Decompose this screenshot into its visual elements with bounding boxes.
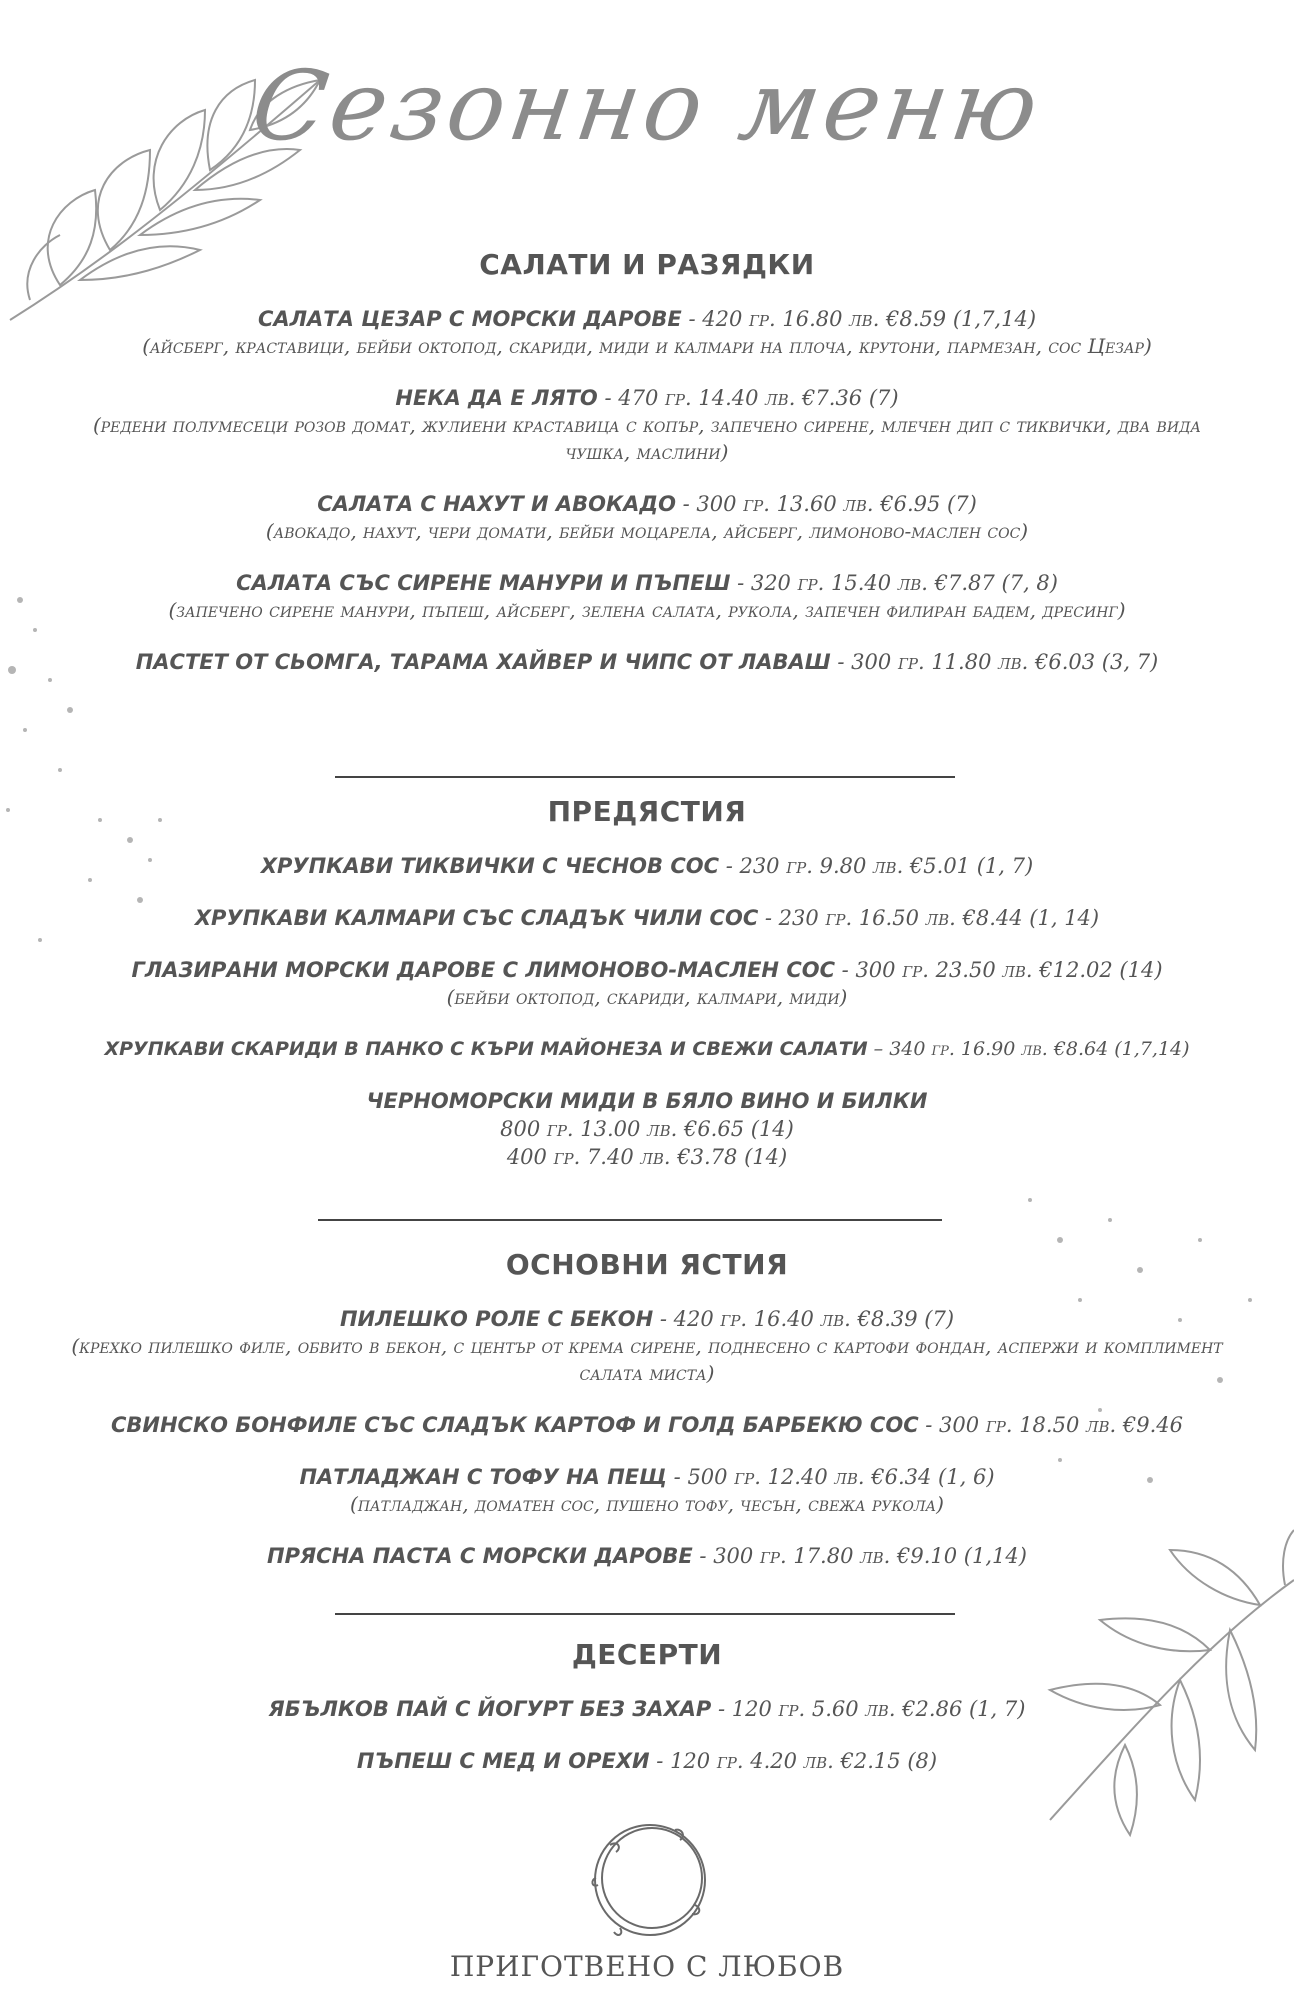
menu-item (40, 852, 1254, 880)
menu-item (40, 569, 1254, 624)
item-name: САЛАТА СЪС СИРЕНЕ МАНУРИ И ПЪПЕШ (236, 571, 731, 595)
item-variant: 800 гр. 13.00 лв. €6.65 (14) (500, 1117, 794, 1141)
menu-item (40, 1411, 1254, 1439)
item-meta: - 320 гр. 15.40 лв. €7.87 (7, 8) (730, 571, 1058, 595)
item-meta: - 120 гр. 4.20 лв. €2.15 (8) (649, 1749, 938, 1773)
item-meta: - 420 гр. 16.40 лв. €8.39 (7) (653, 1307, 955, 1331)
page-title: Сезонно меню (245, 50, 1049, 162)
menu-item (40, 904, 1254, 932)
menu-item (40, 1695, 1254, 1723)
item-meta: - 230 гр. 9.80 лв. €5.01 (1, 7) (719, 854, 1034, 878)
menu-item (40, 648, 1254, 676)
item-meta: - 120 гр. 5.60 лв. €2.86 (1, 7) (711, 1697, 1026, 1721)
menu-item (40, 305, 1254, 360)
menu-item (40, 1305, 1254, 1387)
item-name: ПРЯСНА ПАСТА С МОРСКИ ДАРОВЕ (267, 1544, 693, 1568)
item-description: (патладжан, доматен сос, пушено тофу, чесън, свежа рукола) (350, 1492, 944, 1516)
menu-item (40, 956, 1254, 1011)
item-description: (авокадо, нахут, чери домати, бейби моцарела, айсберг, лимоново-маслен сос) (265, 519, 1029, 543)
section-mains (40, 1248, 1254, 1570)
item-meta: - 300 гр. 17.80 лв. €9.10 (1,14) (692, 1544, 1027, 1568)
item-name: ЧЕРНОМОРСКИ МИДИ В БЯЛО ВИНО И БИЛКИ (366, 1089, 928, 1113)
item-name: ПАТЛАДЖАН С ТОФУ НА ПЕЩ (299, 1465, 667, 1489)
item-name: ЯБЪЛКОВ ПАЙ С ЙОГУРТ БЕЗ ЗАХАР (268, 1697, 712, 1721)
menu-item (40, 1747, 1254, 1775)
item-name: СВИНСКО БОНФИЛЕ СЪС СЛАДЪК КАРТОФ И ГОЛД БАРБЕКЮ СОС (110, 1413, 919, 1437)
section-title: САЛАТИ И РАЗЯДКИ (479, 248, 815, 281)
item-name: ПЪПЕШ С МЕД И ОРЕХИ (356, 1749, 650, 1773)
item-meta: - 300 гр. 23.50 лв. €12.02 (14) (835, 958, 1163, 982)
item-meta: - 230 гр. 16.50 лв. €8.44 (1, 14) (758, 906, 1100, 930)
item-name: ГЛАЗИРАНИ МОРСКИ ДАРОВЕ С ЛИМОНОВО-МАСЛЕН СОС (131, 958, 835, 982)
item-name: ХРУПКАВИ КАЛМАРИ СЪС СЛАДЪК ЧИЛИ СОС (194, 906, 759, 930)
menu-item (40, 384, 1254, 466)
item-meta: - 470 гр. 14.40 лв. €7.36 (7) (597, 386, 899, 410)
section-desserts (40, 1638, 1254, 1775)
section-salads (40, 248, 1254, 676)
item-name: ХРУПКАВИ СКАРИДИ В ПАНКО С КЪРИ МАЙОНЕЗА И СВЕЖИ САЛАТИ (104, 1038, 868, 1060)
item-name: НЕКА ДА Е ЛЯТО (395, 386, 598, 410)
section-title: ДЕСЕРТИ (571, 1638, 723, 1671)
footer-slogan: ПРИГОТВЕНО С ЛЮБОВ (449, 1950, 845, 1983)
item-meta: - 300 гр. 11.80 лв. €6.03 (3, 7) (830, 650, 1159, 674)
menu-item (40, 1463, 1254, 1518)
item-description: (бейби октопод, скариди, калмари, миди) (446, 985, 848, 1009)
menu-item (40, 490, 1254, 545)
item-meta: - 300 гр. 18.50 лв. €9.46 (918, 1413, 1183, 1437)
item-name: САЛАТА ЦЕЗАР С МОРСКИ ДАРОВЕ (257, 307, 682, 331)
item-variant: 400 гр. 7.40 лв. €3.78 (14) (506, 1145, 788, 1169)
item-description: (редени полумесеци розов домат, жулиени краставица с копър, запечено сирене, млечен дип с тиквички, два вида чушка, маслини) (92, 413, 1202, 464)
menu-item (0, 1035, 1294, 1063)
item-name: ПАСТЕТ ОТ СЬОМГА, ТАРАМА ХАЙВЕР И ЧИПС ОТ ЛАВАШ (135, 650, 831, 674)
wreath-logo-icon (580, 1810, 720, 1950)
item-meta: - 420 гр. 16.80 лв. €8.59 (1,7,14) (681, 307, 1037, 331)
section-title: ПРЕДЯСТИЯ (547, 795, 747, 828)
menu-item (40, 1087, 1254, 1171)
item-description: (запечено сирене манури, пъпеш, айсберг, зелена салата, рукола, запечен филиран бадем, дресинг) (168, 598, 1126, 622)
item-name: ПИЛЕШКО РОЛЕ С БЕКОН (339, 1307, 654, 1331)
section-divider (335, 776, 955, 778)
item-name: САЛАТА С НАХУТ И АВОКАДО (317, 492, 676, 516)
section-starters (40, 795, 1254, 1171)
section-title: ОСНОВНИ ЯСТИЯ (505, 1248, 789, 1281)
item-description: (крехко пилешко филе, обвито в бекон, с център от крема сирене, поднесено с картофи фондан, аспержи и комплимент салата миста) (71, 1334, 1223, 1385)
section-divider (335, 1613, 955, 1615)
item-meta: - 300 гр. 13.60 лв. €6.95 (7) (675, 492, 977, 516)
item-description: (айсберг, краставици, бейби октопод, скариди, миди и калмари на плоча, крутони, пармезан, сос Цезар) (142, 334, 1152, 358)
section-divider (318, 1219, 942, 1221)
menu-item (40, 1542, 1254, 1570)
item-meta: – 340 гр. 16.90 лв. €8.64 (1,7,14) (867, 1038, 1190, 1060)
item-meta: - 500 гр. 12.40 лв. €6.34 (1, 6) (667, 1465, 995, 1489)
item-name: ХРУПКАВИ ТИКВИЧКИ С ЧЕСНОВ СОС (260, 854, 720, 878)
